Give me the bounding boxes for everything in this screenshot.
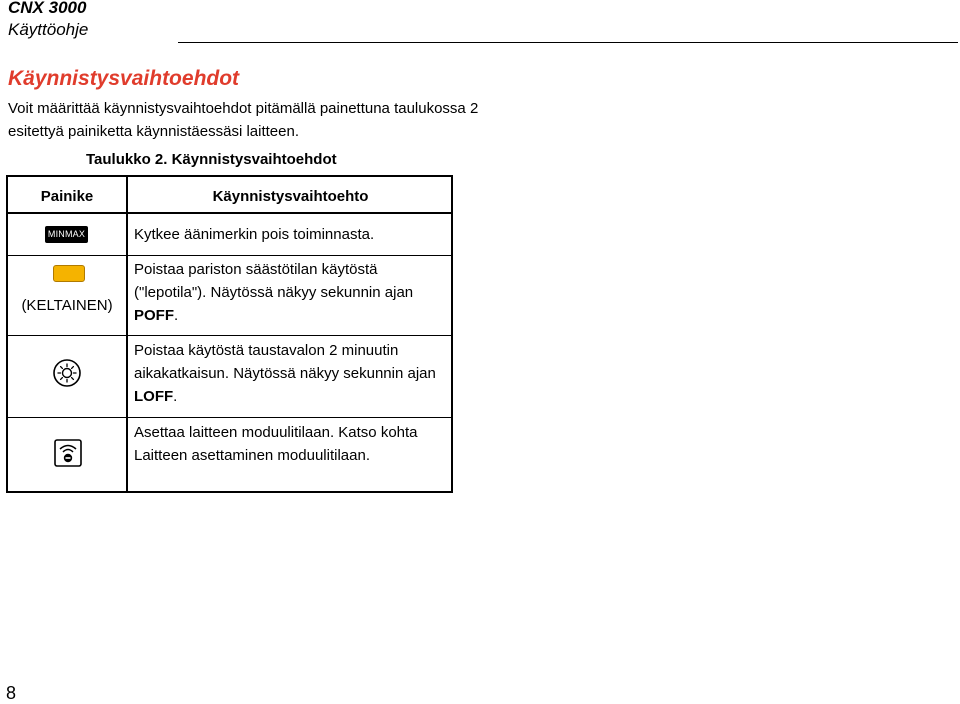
page-number: 8 [6, 683, 17, 703]
row-3-text-end: . [173, 388, 178, 405]
minmax-key-icon: MINMAX [45, 226, 88, 243]
row-2-text-end: . [174, 307, 179, 324]
row-2-code: POFF [134, 307, 174, 324]
product-name: CNX 3000 [8, 0, 87, 17]
row-1-description: Kytkee äänimerkin pois toiminnasta. [134, 226, 375, 243]
column-header-option: Käynnistysvaihtoehto [212, 188, 369, 205]
yellow-key-icon [53, 265, 85, 282]
row-3-text: Poistaa käytöstä taustavalon 2 minuutin aikakatkaisun. Näytössä näkyy sekunnin ajan [134, 342, 436, 382]
column-divider [126, 177, 128, 491]
section-title: Käynnistysvaihtoehdot [8, 67, 240, 90]
startup-options-table [6, 175, 453, 493]
row-3-description [134, 339, 452, 408]
row-2-description [134, 258, 452, 327]
radio-icon [54, 439, 82, 467]
table-caption: Taulukko 2. Käynnistysvaihtoehdot [86, 151, 337, 168]
row-divider [8, 335, 451, 336]
row-divider [8, 417, 451, 418]
intro-paragraph: Voit määrittää käynnistysvaihtoehdot pitämällä painettuna taulukossa 2 esitettyä painiketta käynnistäessäsi laitteen. [8, 100, 479, 140]
row-3-code: LOFF [134, 388, 174, 405]
backlight-icon [52, 358, 82, 388]
manual-subtitle: Käyttöohje [8, 20, 89, 39]
column-header-button: Painike [40, 188, 94, 205]
yellow-key-label: (KELTAINEN) [21, 297, 113, 314]
row-2-text: Poistaa pariston säästötilan käytöstä ("lepotila"). Näytössä näkyy sekunnin ajan [134, 261, 414, 301]
header-divider [8, 212, 451, 214]
row-divider [8, 255, 451, 256]
header-rule [178, 42, 958, 43]
row-4-description: Asettaa laitteen moduulitilaan. Katso kohta Laitteen asettaminen moduulitilaan. [134, 424, 418, 464]
